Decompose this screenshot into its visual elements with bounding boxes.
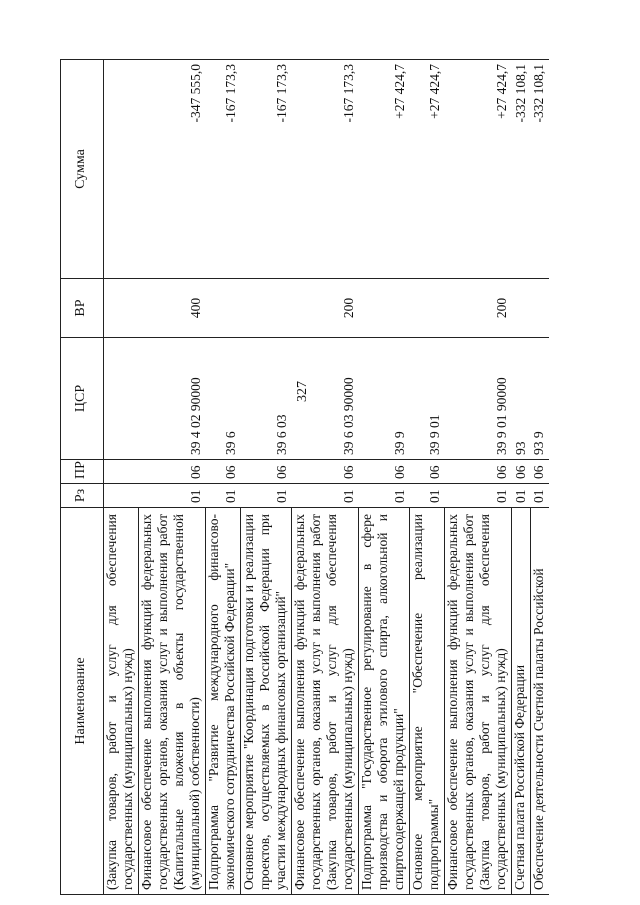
row-csr [104, 338, 139, 460]
row-vr: 200 [445, 279, 512, 338]
budget-table [60, 59, 549, 895]
row-name: Основное мероприятие "Координация подготовки и реализации проектов, осуществляемых в Российской Федерации при участии международных финансовых организаций" [241, 508, 292, 895]
row-csr: 93 9 [531, 338, 550, 460]
row-name: Обеспечение деятельности Счетной палаты Российской [531, 508, 550, 895]
table-row [139, 60, 206, 895]
table-row [410, 60, 445, 895]
row-sum: -167 173,3 [241, 60, 292, 279]
row-pr: 06 [531, 460, 550, 484]
row-pr: 06 [292, 460, 359, 484]
row-csr: 39 9 01 [410, 338, 445, 460]
page-number: 327 [295, 381, 310, 402]
row-rz: 01 [206, 484, 241, 508]
row-csr: 39 9 01 90000 [445, 338, 512, 460]
row-vr [512, 279, 531, 338]
row-name: (Закупка товаров, работ и услуг для обеспечения государственных (муниципальных) нужд) [104, 508, 139, 895]
row-vr: 200 [292, 279, 359, 338]
row-csr: 39 4 02 90000 [139, 338, 206, 460]
table-row [206, 60, 241, 895]
row-sum: -167 173,3 [206, 60, 241, 279]
row-csr: 93 [512, 338, 531, 460]
table-row [292, 60, 359, 895]
row-pr: 06 [241, 460, 292, 484]
row-pr: 06 [512, 460, 531, 484]
row-rz: 01 [512, 484, 531, 508]
row-pr: 06 [445, 460, 512, 484]
rotated-page [60, 60, 600, 895]
header-name: Наименование [61, 508, 104, 895]
table-row [445, 60, 512, 895]
header-sum: Сумма [61, 60, 104, 279]
row-vr [410, 279, 445, 338]
row-rz: 01 [292, 484, 359, 508]
header-vr: ВР [61, 279, 104, 338]
row-vr [206, 279, 241, 338]
row-sum: -167 173,3 [292, 60, 359, 279]
row-name: Подпрограмма "Государственное регулирование в сфере производства и оборота этилового спирта, алкогольной и спиртосодержащей продукции" [359, 508, 410, 895]
table-row [512, 60, 531, 895]
row-csr: 39 6 [206, 338, 241, 460]
row-rz: 01 [359, 484, 410, 508]
row-sum: +27 424,7 [359, 60, 410, 279]
row-sum: +27 424,7 [445, 60, 512, 279]
row-pr: 06 [410, 460, 445, 484]
table-row [241, 60, 292, 895]
row-csr: 39 6 03 90000 [292, 338, 359, 460]
row-rz: 01 [531, 484, 550, 508]
row-pr [104, 460, 139, 484]
row-name: Счетная палата Российской Федерации [512, 508, 531, 895]
row-name: Финансовое обеспечение выполнения функций федеральных государственных органов, оказания услуг и выполнения работ (Закупка товаров, работ и услуг для обеспечения государственных (муниципальных) нужд) [292, 508, 359, 895]
row-sum: -347 555,0 [139, 60, 206, 279]
row-pr: 06 [139, 460, 206, 484]
row-vr [359, 279, 410, 338]
header-csr: ЦСР [61, 338, 104, 460]
row-sum [104, 60, 139, 279]
row-vr [241, 279, 292, 338]
header-rz: Рз [61, 484, 104, 508]
row-name: Подпрограмма "Развитие международного финансово-экономического сотрудничества Российской Федерации" [206, 508, 241, 895]
table-row [531, 60, 550, 895]
row-pr: 06 [359, 460, 410, 484]
row-rz: 01 [241, 484, 292, 508]
row-name: Финансовое обеспечение выполнения функций федеральных государственных органов, оказания услуг и выполнения работ (Закупка товаров, работ и услуг для обеспечения государственных (муниципальных) нужд) [445, 508, 512, 895]
row-sum: +27 424,7 [410, 60, 445, 279]
row-vr [531, 279, 550, 338]
row-rz: 01 [445, 484, 512, 508]
row-rz: 01 [139, 484, 206, 508]
row-csr: 39 6 03 [241, 338, 292, 460]
row-pr: 06 [206, 460, 241, 484]
table-header-row [61, 60, 104, 895]
row-rz: 01 [410, 484, 445, 508]
table-row [104, 60, 139, 895]
table-row [359, 60, 410, 895]
header-pr: ПР [61, 460, 104, 484]
row-rz [104, 484, 139, 508]
row-vr: 400 [139, 279, 206, 338]
row-name: Финансовое обеспечение выполнения функций федеральных государственных органов, оказания услуг и выполнения работ (Капитальные вложения в объекты государственной (муниципальной) собственности) [139, 508, 206, 895]
row-sum: -332 108,1 [512, 60, 531, 279]
row-name: Основное мероприятие "Обеспечение реализации подпрограммы" [410, 508, 445, 895]
row-vr [104, 279, 139, 338]
row-csr: 39 9 [359, 338, 410, 460]
row-sum: -332 108,1 [531, 60, 550, 279]
